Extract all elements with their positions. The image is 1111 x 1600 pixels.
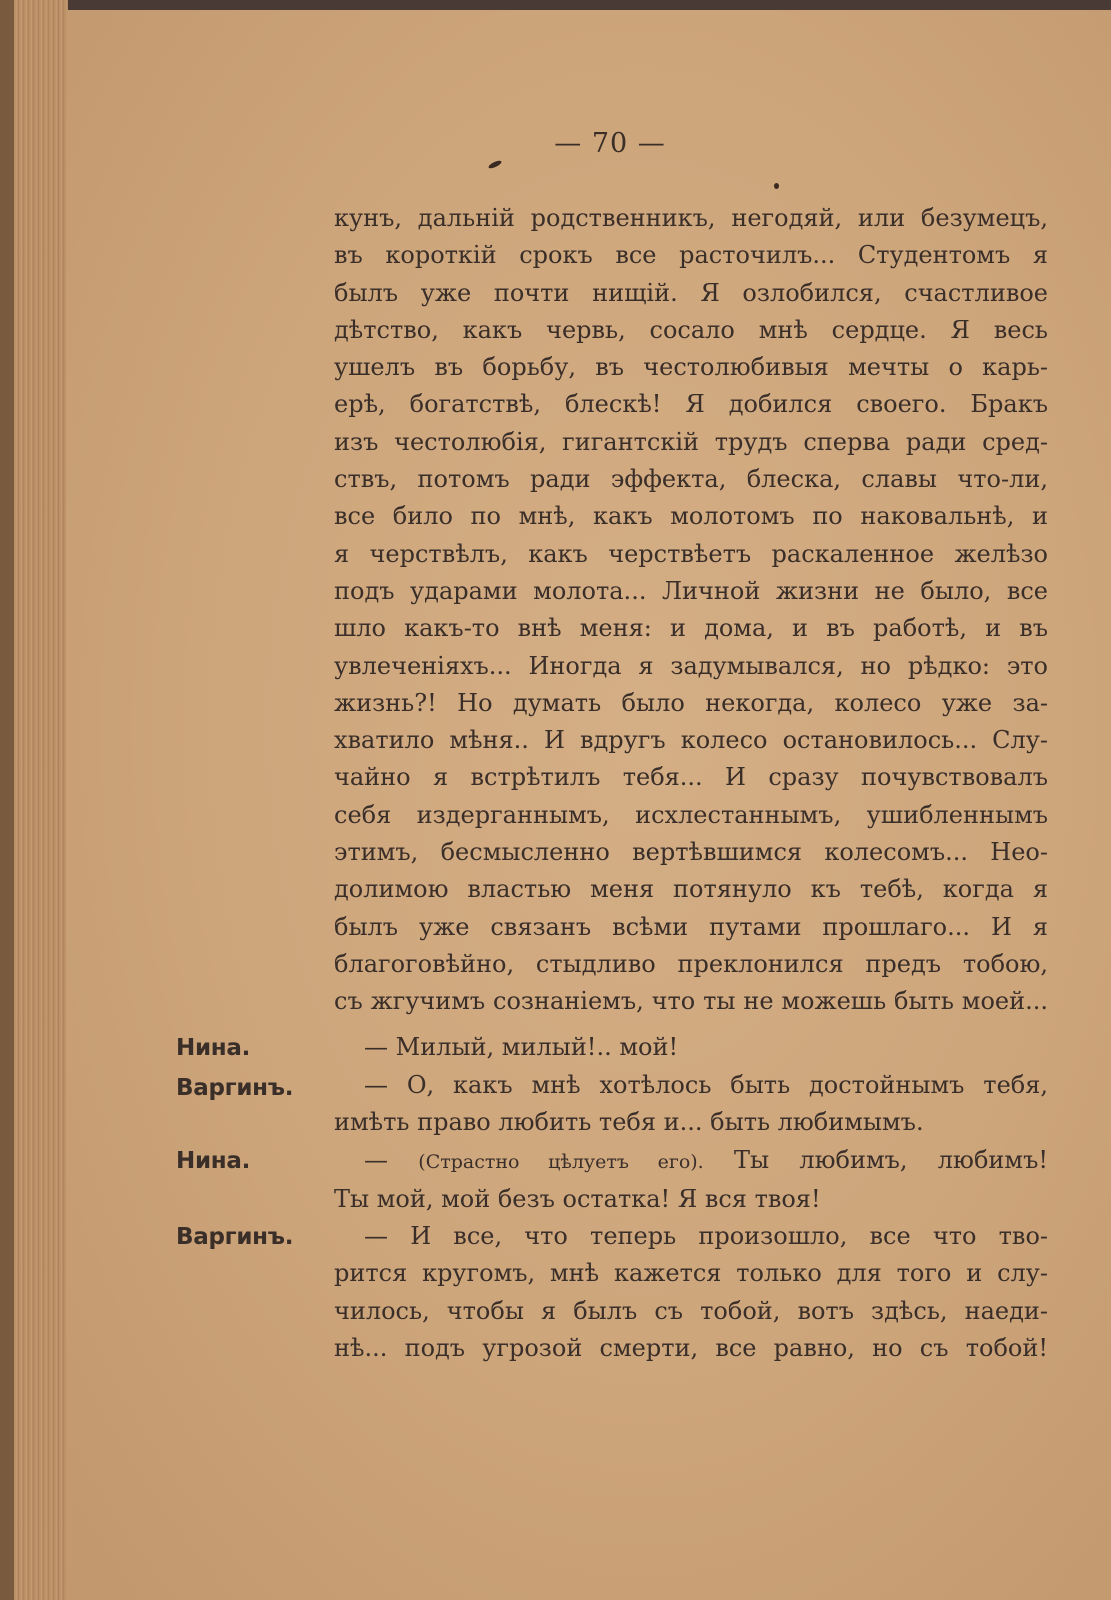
text-line: изъ честолюбiя, гигантскiй трудъ сперва ради сред- bbox=[334, 427, 1048, 456]
text-line: все било по мнѣ, какъ молотомъ по наковальнѣ, и bbox=[334, 502, 1048, 531]
dialogue-line: имѣть право любить тебя и... быть любимымъ. bbox=[334, 1108, 924, 1137]
text-line: съ жгучимъ сознанiемъ, что ты не можешь быть моей... bbox=[334, 987, 1048, 1016]
speaker-name: Варгинъ. bbox=[176, 1075, 294, 1101]
dialogue-line-block bbox=[334, 1218, 1048, 1367]
text-line: увлеченiяхъ... Иногда я задумывался, но рѣдко: это bbox=[334, 651, 1048, 680]
text-line: благоговѣйно, стыдливо преклонился предъ тобою, bbox=[334, 949, 1048, 978]
dialogue-line: — О, какъ мнѣ хотѣлось быть достойнымъ тебя, bbox=[364, 1071, 1048, 1099]
narrative-paragraph bbox=[334, 200, 1048, 1021]
speaker-name: Варгинъ. bbox=[176, 1224, 294, 1250]
book-spine-shadow bbox=[0, 0, 14, 1600]
dialogue-line: — И все, что теперь произошло, все что тво- bbox=[364, 1222, 1048, 1250]
ink-dot bbox=[774, 183, 779, 189]
text-line: подъ ударами молота... Личной жизни не было, все bbox=[334, 576, 1048, 605]
dialogue-line-block bbox=[334, 1029, 1048, 1066]
text-line: шло какъ-то внѣ меня: и дома, и въ работѣ, и въ bbox=[334, 614, 1048, 643]
text-line: я черствѣлъ, какъ черствѣетъ раскаленное желѣзо bbox=[334, 539, 1048, 568]
text-line: былъ уже почти нищiй. Я озлобился, счастливое bbox=[334, 278, 1048, 307]
text-line: хватило мѣня.. И вдругъ колесо остановилось... Слу- bbox=[334, 726, 1048, 755]
speaker-name: Нина. bbox=[176, 1148, 251, 1174]
text-line: долимою властью меня потянуло къ тебѣ, когда я bbox=[334, 875, 1048, 904]
text-line: въ короткiй срокъ все расточилъ... Студентомъ я bbox=[334, 241, 1048, 270]
dialogue-line: — Милый, милый!.. мой! bbox=[364, 1033, 679, 1061]
dialogue-line: чилось, чтобы я былъ съ тобой, вотъ здѣсь, наеди- bbox=[334, 1296, 1048, 1325]
text-line: дѣтство, какъ червь, сосало мнѣ сердце. Я весь bbox=[334, 315, 1048, 344]
stage-direction: (Страстно цѣлуетъ его). bbox=[418, 1151, 704, 1173]
speaker-name: Нина. bbox=[176, 1035, 251, 1061]
text-line: себя издерганнымъ, исхлестаннымъ, ушибленнымъ bbox=[334, 800, 1048, 829]
text-line: былъ уже связанъ всѣми путами прошлаго... И я bbox=[334, 912, 1048, 941]
text-line: ерѣ, богатствѣ, блескѣ! Я добился своего. Бракъ bbox=[334, 390, 1048, 419]
dialogue-text: Ты любимъ, любимъ! bbox=[734, 1146, 1048, 1174]
dialogue-line: Ты мой, мой безъ остатка! Я вся твоя! bbox=[334, 1185, 821, 1214]
dialogue-dash: — bbox=[364, 1146, 388, 1174]
dialogue-line: нѣ... подъ угрозой смерти, все равно, но съ тобой! bbox=[334, 1333, 1048, 1362]
top-binding-strip bbox=[0, 0, 1111, 10]
text-line: кунъ, дальнiй родственникъ, негодяй, или безумецъ, bbox=[334, 204, 1048, 232]
dialogue-line-block bbox=[334, 1142, 1048, 1219]
dialogue-line: рится кругомъ, мнѣ кажется только для того и слу- bbox=[334, 1259, 1048, 1288]
text-line: чайно я встрѣтилъ тебя... И сразу почувствовалъ bbox=[334, 763, 1048, 792]
text-line: ушелъ въ борьбу, въ честолюбивыя мечты о карь- bbox=[334, 353, 1048, 382]
dialogue-line bbox=[334, 1142, 1048, 1181]
text-line: этимъ, бесмысленно вертѣвшимся колесомъ... Нео- bbox=[334, 838, 1048, 867]
text-line: ствъ, потомъ ради эффекта, блеска, славы что-ли, bbox=[334, 465, 1048, 494]
page-number: — 70 — bbox=[554, 128, 666, 159]
dialogue-line-block bbox=[334, 1067, 1048, 1142]
text-line: жизнь?! Но думать было некогда, колесо уже за- bbox=[334, 688, 1048, 717]
